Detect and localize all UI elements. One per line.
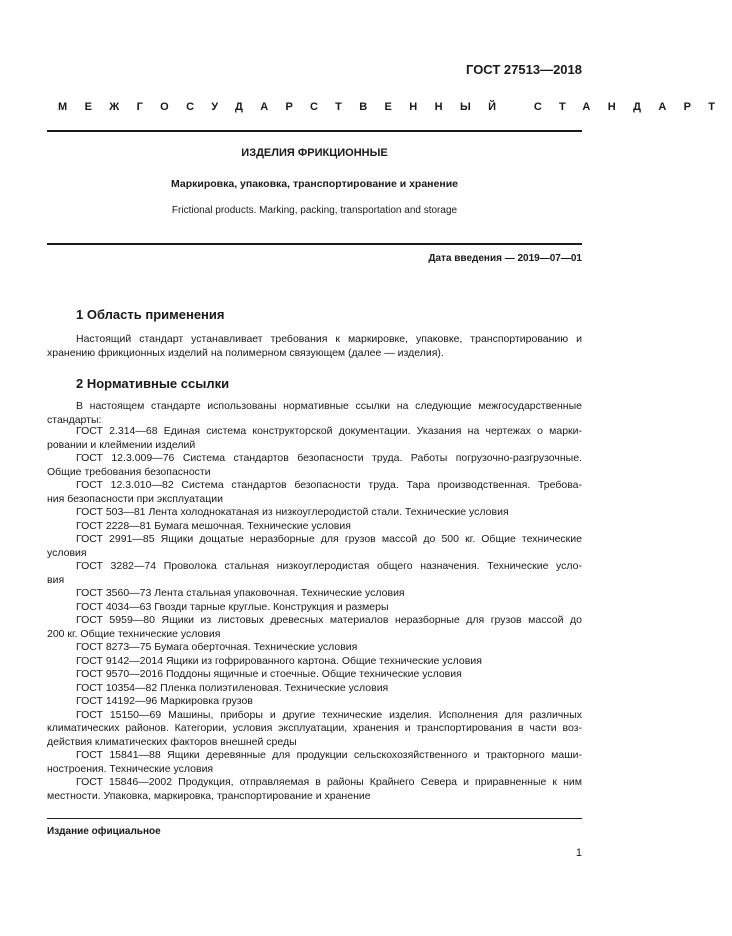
reference-line: вия	[47, 573, 65, 586]
reference-item	[47, 520, 582, 534]
reference-line: ГОСТ 5959—80 Ящики из листовых древесных материалов неразборные для грузов массой до	[76, 614, 582, 626]
reference-item	[47, 533, 582, 560]
reference-item	[47, 614, 582, 641]
reference-item	[47, 425, 582, 452]
reference-line: ГОСТ 2.314—68 Единая система конструкторской документации. Указания на чертежах о марки-	[76, 425, 582, 437]
reference-item	[47, 709, 582, 750]
section-1-heading: 1 Область применения	[76, 307, 225, 322]
reference-line: Общие требования безопасности	[47, 465, 211, 478]
reference-line: действия климатических факторов внешней среды	[47, 735, 297, 748]
reference-line: 200 кг. Общие технические условия	[47, 627, 221, 640]
reference-list	[47, 425, 582, 803]
title-rule	[47, 243, 582, 245]
text-line: Настоящий стандарт устанавливает требования к маркировке, упаковке, транспортированию и	[76, 333, 582, 345]
reference-item	[47, 641, 582, 655]
reference-item	[47, 682, 582, 696]
reference-item	[47, 776, 582, 803]
reference-item	[47, 695, 582, 709]
text-line: хранению фрикционных изделий на полимерном связующем (далее — изделия).	[47, 346, 444, 359]
reference-item	[47, 560, 582, 587]
reference-line: ГОСТ 3560—73 Лента стальная упаковочная. Технические условия	[76, 587, 405, 599]
reference-line: ГОСТ 4034—63 Гвозди тарные круглые. Конструкция и размеры	[76, 600, 389, 613]
reference-item	[47, 452, 582, 479]
section-1-text	[47, 333, 582, 360]
official-edition-label: Издание официальное	[47, 826, 161, 837]
reference-line: ГОСТ 15841—88 Ящики деревянные для продукции сельскохозяйственного и тракторного маши-	[76, 749, 582, 761]
standard-code: ГОСТ 27513—2018	[466, 62, 582, 77]
reference-line: ГОСТ 2991—85 Ящики дощатые неразборные для грузов массой до 500 кг. Общие технические	[76, 533, 582, 545]
document-title: ИЗДЕЛИЯ ФРИКЦИОННЫЕ	[241, 147, 388, 159]
footer-rule	[47, 818, 582, 819]
section-2-heading: 2 Нормативные ссылки	[76, 376, 230, 391]
reference-line: ГОСТ 503—81 Лента холоднокатаная из низкоуглеродистой стали. Технические условия	[76, 506, 509, 518]
reference-item	[47, 601, 582, 615]
reference-line: ГОСТ 14192—96 Маркировка грузов	[76, 695, 253, 707]
reference-line: ГОСТ 15150—69 Машины, приборы и другие технические изделия. Исполнения для различных	[76, 708, 582, 721]
reference-line: ГОСТ 9142—2014 Ящики из гофрированного картона. Общие технические условия	[76, 654, 482, 667]
reference-line: ГОСТ 12.3.009—76 Система стандартов безопасности труда. Работы погрузочно-разгрузочные.	[76, 452, 582, 464]
reference-item	[47, 749, 582, 776]
reference-item	[47, 668, 582, 682]
reference-line: условия	[47, 546, 87, 559]
section-2-intro	[47, 400, 582, 427]
reference-item	[47, 587, 582, 601]
introduction-date: Дата введения — 2019—07—01	[428, 253, 582, 264]
reference-line: ГОСТ 8273—75 Бумага оберточная. Технические условия	[76, 641, 358, 653]
reference-line: ГОСТ 2228—81 Бумага мешочная. Технические условия	[76, 519, 351, 532]
reference-line: ГОСТ 9570—2016 Поддоны ящичные и стоечные. Общие технические условия	[76, 668, 462, 680]
reference-line: ния безопасности при эксплуатации	[47, 492, 224, 505]
page-number: 1	[575, 847, 582, 859]
reference-line: ГОСТ 3282—74 Проволока стальная низкоуглеродистая общего назначения. Технические усло-	[76, 560, 582, 572]
reference-item	[47, 479, 582, 506]
top-rule	[47, 130, 582, 132]
reference-line: ГОСТ 12.3.010—82 Система стандартов безопасности труда. Тара производственная. Требова-	[76, 479, 582, 491]
reference-item	[47, 655, 582, 669]
reference-line: ностроения. Технические условия	[47, 762, 214, 775]
reference-line: ГОСТ 15846—2002 Продукция, отправляемая в районы Крайнего Севера и приравненные к ним	[76, 776, 582, 788]
text-line: стандарты:	[47, 413, 102, 426]
reference-item	[47, 506, 582, 520]
reference-line: климатических районов. Категории, условия эксплуатации, хранения и транспортирования в части воз-	[47, 722, 582, 734]
reference-line: местности. Упаковка, маркировка, транспортирование и хранение	[47, 789, 371, 802]
reference-line: ГОСТ 10354—82 Пленка полиэтиленовая. Технические условия	[76, 681, 389, 694]
document-subtitle: Маркировка, упаковка, транспортирование и хранение	[170, 178, 458, 190]
interstate-standard-heading: МЕЖГОСУДАРСТВЕННЫЙ СТАНДАРТ	[58, 101, 732, 113]
text-line: В настоящем стандарте использованы нормативные ссылки на следующие межгосударственные	[76, 400, 582, 412]
english-title: Frictional products. Marking, packing, transportation and storage	[171, 205, 458, 216]
reference-line: ровании и клеймении изделий	[47, 438, 196, 451]
